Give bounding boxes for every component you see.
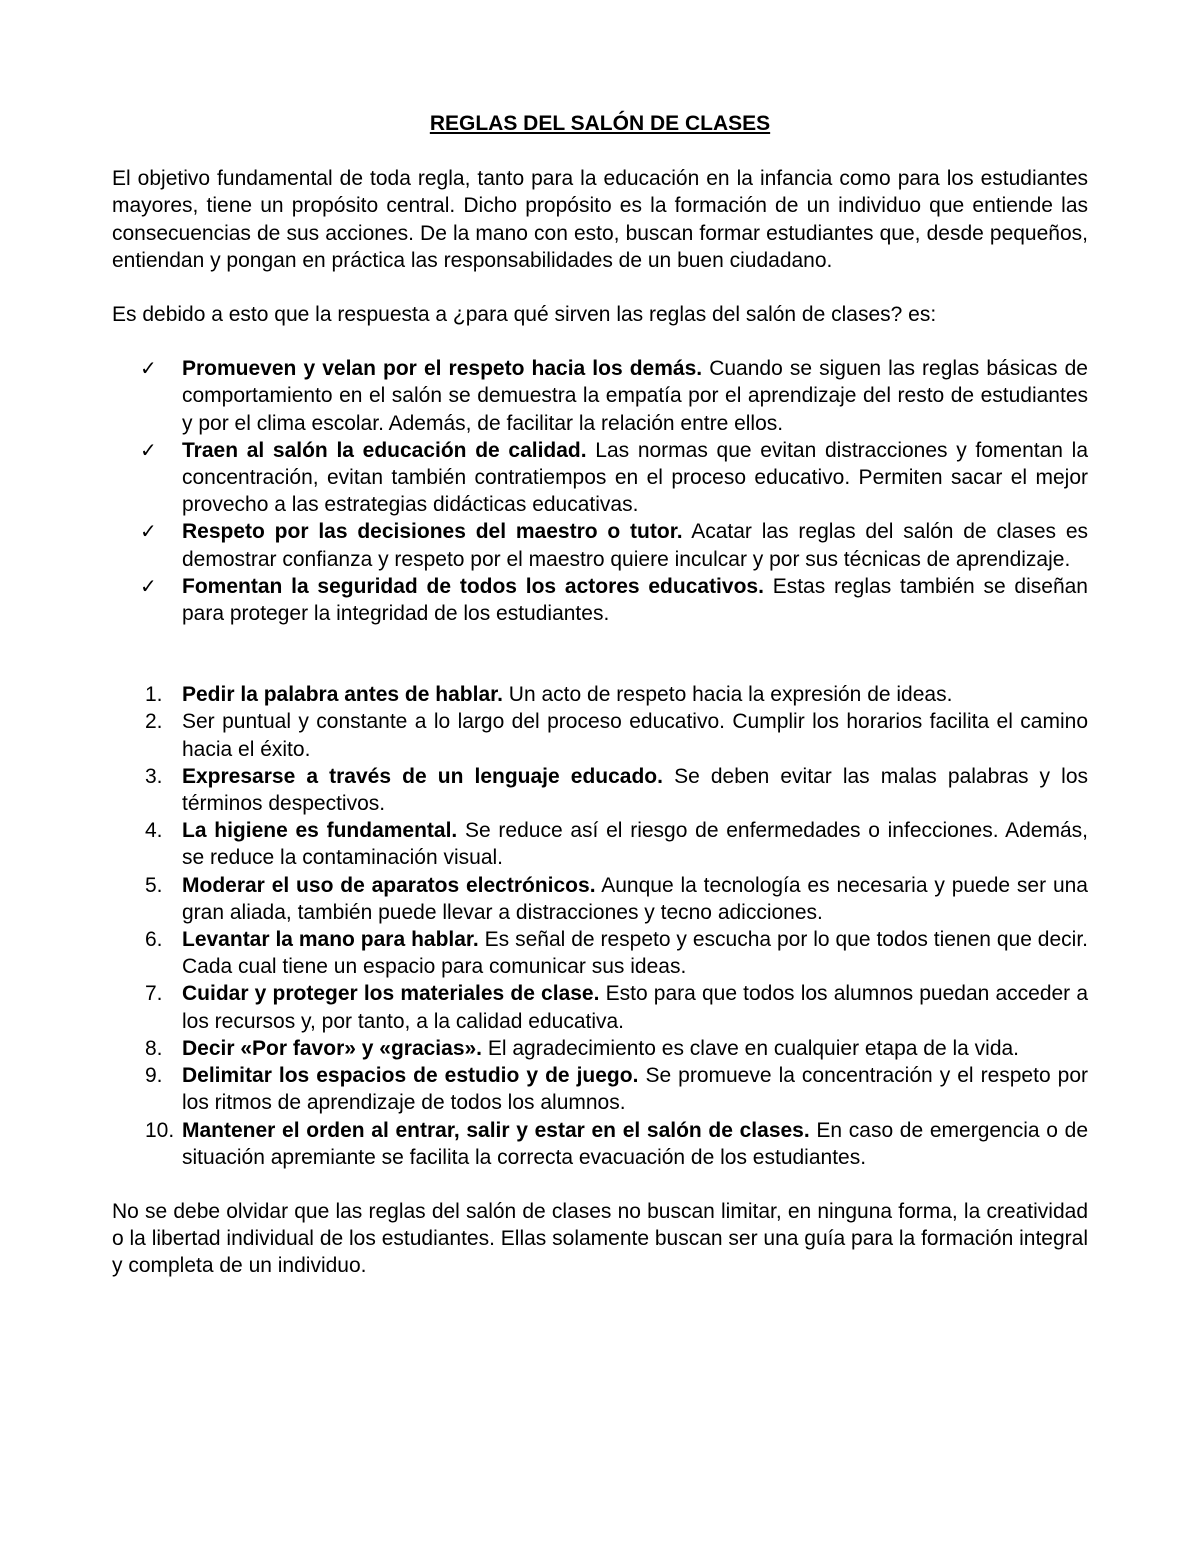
rule-bold: Moderar el uso de aparatos electrónicos.: [182, 873, 596, 897]
closing-paragraph: No se debe olvidar que las reglas del salón de clases no buscan limitar, en ninguna forma, la creatividad o la libertad individual de los estudiantes. Ellas solamente buscan ser una guía para la formación integral y completa de un individuo.: [112, 1199, 1088, 1278]
rule-item: [112, 681, 1088, 708]
rule-text: Un acto de respeto hacia la expresión de ideas.: [502, 683, 953, 707]
rule-bold: Delimitar los espacios de estudio y de juego.: [182, 1064, 639, 1088]
checklist-item: [112, 437, 1088, 519]
document-page: [112, 110, 1088, 1280]
checklist: [112, 355, 1088, 627]
rule-text: Es señal de respeto y escucha por lo que todos tienen que decir. Cada cual tiene un espacio para comunicar sus ideas.: [182, 928, 1089, 979]
rule-text: Se deben evitar las malas palabras y los términos despectivos.: [182, 764, 1089, 816]
rules-list: [112, 681, 1088, 1171]
rule-number: 4.: [145, 819, 163, 843]
rule-item: [112, 980, 1088, 1034]
rule-text: Se reduce así el riesgo de enfermedades o infecciones. Además, se reduce la contaminación visual.: [182, 819, 1088, 870]
rule-item: [112, 1117, 1088, 1171]
rule-number: 5.: [145, 873, 163, 897]
rule-item: [112, 1062, 1088, 1116]
rule-text: Ser puntual y constante a lo largo del proceso educativo. Cumplir los horarios facilita el camino hacia el éxito.: [182, 710, 1088, 761]
checklist-item-text: Cuando se siguen las reglas básicas de comportamiento en el salón se demuestra la empatía por el aprendizaje del resto de estudiantes y por el clima escolar. Además, de facilitar la relación entre ellos.: [182, 357, 1088, 435]
rule-number: 10.: [145, 1118, 175, 1142]
checklist-item-text: Estas reglas también se diseñan para proteger la integridad de los estudiantes.: [182, 574, 1088, 626]
rule-bold: Mantener el orden al entrar, salir y estar en el salón de clases.: [182, 1118, 810, 1142]
checklist-item: [112, 355, 1088, 437]
rule-item: [112, 763, 1088, 817]
intro-paragraph: El objetivo fundamental de toda regla, tanto para la educación en la infancia como para los estudiantes mayores, tiene un propósito central. Dicho propósito es la formación de un individuo que entiende las consecuencias de sus acciones. De la mano con esto, buscan formar estudiantes que, desde pequeños, entiendan y pongan en práctica las responsabilidades de un buen ciudadano.: [112, 167, 1088, 272]
rule-number: 1.: [145, 683, 163, 707]
section-spacer: [112, 627, 1088, 681]
rule-number: 6.: [145, 928, 163, 952]
rule-item: [112, 708, 1088, 762]
checklist-item-bold: Fomentan la seguridad de todos los actores educativos.: [182, 574, 764, 598]
rule-item: [112, 1035, 1088, 1062]
rule-bold: Decir «Por favor» y «gracias».: [182, 1036, 483, 1060]
checkmark-icon: ✓: [140, 573, 157, 598]
rule-number: 7.: [145, 982, 163, 1006]
rule-item: [112, 872, 1088, 926]
rule-bold: Cuidar y proteger los materiales de clase.: [182, 982, 600, 1006]
checkmark-icon: ✓: [140, 356, 157, 381]
checklist-item-bold: Traen al salón la educación de calidad.: [182, 438, 587, 462]
rule-number: 2.: [145, 710, 163, 734]
checklist-item-text: Las normas que evitan distracciones y fomentan la concentración, evitan también contratiempos en el proceso educativo. Permiten sacar el mejor provecho a las estrategias didácticas educativas.: [182, 438, 1088, 517]
rule-text: Esto para que todos los alumnos puedan acceder a los recursos y, por tanto, a la calidad educativa.: [182, 982, 1089, 1033]
question-paragraph: Es debido a esto que la respuesta a ¿para qué sirven las reglas del salón de clases? es:: [112, 303, 937, 327]
checkmark-icon: ✓: [140, 437, 157, 462]
rule-bold: La higiene es fundamental.: [182, 819, 458, 843]
document-title: REGLAS DEL SALÓN DE CLASES: [429, 112, 771, 135]
rule-bold: Levantar la mano para hablar.: [182, 928, 479, 952]
checkmark-icon: ✓: [140, 519, 157, 544]
checklist-item-bold: Respeto por las decisiones del maestro o tutor.: [182, 520, 683, 544]
rule-bold: Pedir la palabra antes de hablar.: [182, 683, 503, 707]
checklist-item: [112, 518, 1088, 572]
rule-text: En caso de emergencia o de situación apremiante se facilita la correcta evacuación de los estudiantes.: [182, 1118, 1088, 1169]
rule-text: Aunque la tecnología es necesaria y puede ser una gran aliada, también puede llevar a distracciones y tecno adicciones.: [182, 873, 1088, 924]
rule-number: 8.: [145, 1036, 163, 1060]
checklist-item-bold: Promueven y velan por el respeto hacia los demás.: [182, 357, 703, 381]
rule-item: [112, 926, 1088, 980]
rule-number: 3.: [145, 764, 163, 788]
rule-number: 9.: [145, 1064, 163, 1088]
rule-text: El agradecimiento es clave en cualquier etapa de la vida.: [482, 1036, 1020, 1060]
checklist-item-text: Acatar las reglas del salón de clases es demostrar confianza y respeto por el maestro quiere inculcar y por sus técnicas de aprendizaje.: [182, 520, 1088, 571]
checklist-item: [112, 573, 1088, 627]
rule-text: Se promueve la concentración y el respeto por los ritmos de aprendizaje de todos los alumnos.: [182, 1064, 1088, 1115]
rule-bold: Expresarse a través de un lenguaje educado.: [182, 764, 663, 788]
rule-item: [112, 817, 1088, 871]
